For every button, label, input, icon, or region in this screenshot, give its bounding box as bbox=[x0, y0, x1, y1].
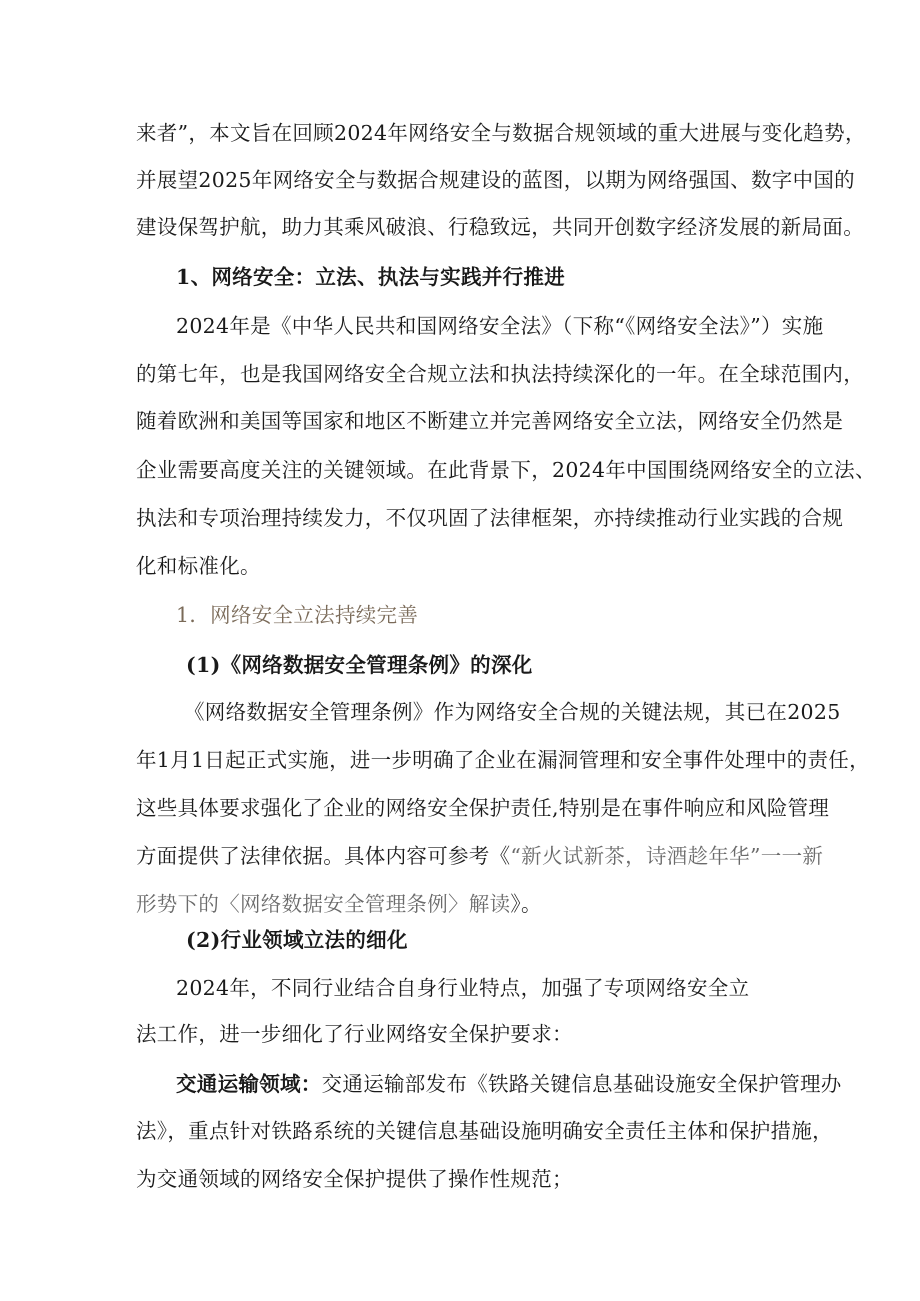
section-para-line-4: 企业需要高度关注的关键领域。在此背景下，2024年中国围绕网络安全的立法、 bbox=[136, 458, 876, 482]
item1-para-line-3: 这些具体要求强化了企业的网络安全保护责任,特别是在事件响应和风险管理 bbox=[136, 796, 830, 820]
transport-line-2: 法》，重点针对铁路系统的关键信息基础设施明确安全责任主体和保护措施， bbox=[136, 1119, 833, 1143]
subsection-heading: 1．网络安全立法持续完善 bbox=[176, 603, 419, 627]
section-para-line-2: 的第七年，也是我国网络安全合规立法和执法持续深化的一年。在全球范围内， bbox=[136, 362, 864, 386]
item1-heading: (1)《网络数据安全管理条例》的深化 bbox=[186, 653, 533, 677]
item1-para-line-1: 《网络数据安全管理条例》作为网络安全合规的关键法规，其已在2025 bbox=[184, 700, 841, 724]
intro-line-2: 并展望2025年网络安全与数据合规建设的蓝图，以期为网络强国、数字中国的 bbox=[136, 168, 855, 192]
item2-para-line-1: 2024年，不同行业结合自身行业特点，加强了专项网络安全立 bbox=[176, 976, 750, 1000]
section-para-line-3: 随着欧洲和美国等国家和地区不断建立并完善网络安全立法，网络安全仍然是 bbox=[136, 409, 844, 433]
item2-para-line-2: 法工作，进一步细化了行业网络安全保护要求： bbox=[136, 1022, 573, 1046]
item1-para-line-4-text: 方面提供了法律依据。具体内容可参考《 bbox=[136, 844, 511, 868]
transport-line-1-text: 交通运输部发布《铁路关键信息基础设施安全保护管理办 bbox=[321, 1072, 842, 1096]
item1-para-line-5 bbox=[136, 889, 542, 919]
intro-line-3: 建设保驾护航，助力其乘风破浪、行稳致远，共同开创数字经济发展的新局面。 bbox=[136, 215, 864, 239]
section-para-line-1: 2024年是《中华人民共和国网络安全法》（下称“《网络安全法》”）实施 bbox=[176, 314, 824, 338]
item2-heading: (2)行业领域立法的细化 bbox=[186, 928, 408, 952]
transport-line-3: 为交通领域的网络安全保护提供了操作性规范； bbox=[136, 1167, 573, 1191]
reference-link-part-2[interactable]: 形势下的〈网络数据安全管理条例〉解读 bbox=[136, 892, 511, 916]
transport-line-1 bbox=[176, 1069, 842, 1099]
item1-para-line-4 bbox=[136, 841, 823, 871]
reference-link-part-1[interactable]: “新火试新茶，诗酒趁年华”一一新 bbox=[510, 844, 824, 868]
intro-line-1: 来者”，本文旨在回顾2024年网络安全与数据合规领域的重大进展与变化趋势， bbox=[136, 121, 866, 145]
section-para-line-6: 化和标准化。 bbox=[136, 554, 261, 578]
section-heading: 1、网络安全：立法、执法与实践并行推进 bbox=[176, 265, 565, 289]
section-para-line-5: 执法和专项治理持续发力，不仅巩固了法律框架，亦持续推动行业实践的合规 bbox=[136, 506, 844, 530]
transport-label: 交通运输领域： bbox=[176, 1072, 322, 1096]
item1-para-line-2: 年1月1日起正式实施，进一步明确了企业在漏洞管理和安全事件处理中的责任， bbox=[136, 748, 870, 772]
item1-para-line-5-text: 》。 bbox=[510, 892, 542, 916]
